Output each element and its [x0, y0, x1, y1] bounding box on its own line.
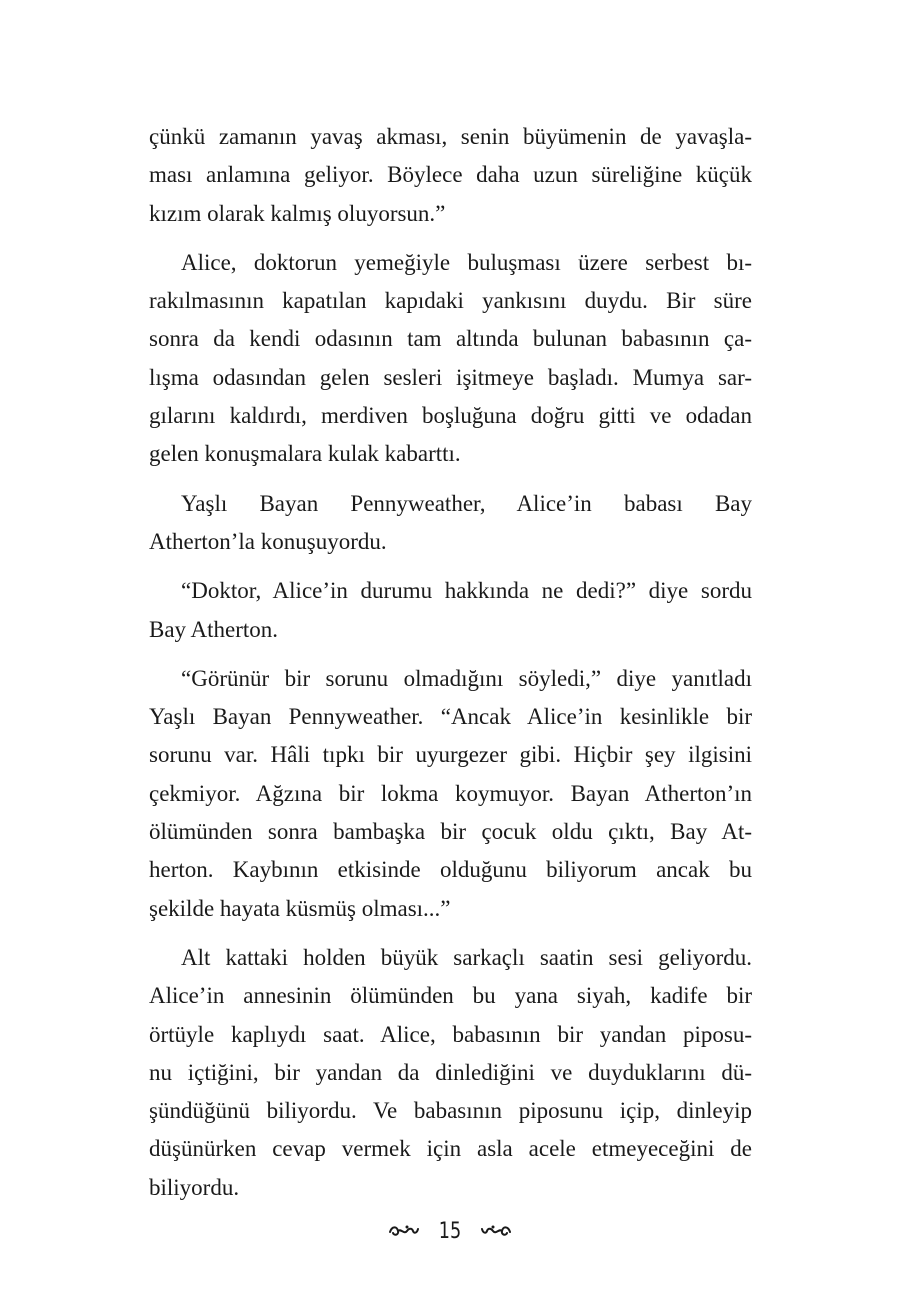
page-footer: [0, 1216, 900, 1246]
text-line: gelen konuşmalara kulak kabarttı.: [149, 441, 461, 467]
text-line: sorunu var. Hâli tıpkı bir uyurgezer gibi. Hiçbir şey ilgisini: [149, 742, 752, 768]
text-line: Alice, doktorun yemeğiyle buluşması üzere serbest bı-: [181, 249, 752, 275]
text-line: örtüyle kaplıydı saat. Alice, babasının bir yandan piposu-: [149, 1021, 752, 1047]
text-line: kızım olarak kalmış oluyorsun.”: [149, 200, 446, 226]
text-line: gılarını kaldırdı, merdiven boşluğuna doğru gitti ve odadan: [149, 403, 752, 429]
floral-ornament-right-icon: [480, 1223, 512, 1239]
text-line: Yaşlı Bayan Pennyweather. “Ancak Alice’in kesinlikle bir: [149, 704, 752, 730]
text-line: rakılmasının kapatılan kapıdaki yankısını duydu. Bir süre: [149, 288, 752, 314]
text-line: lışma odasından gelen sesleri işitmeye başladı. Mumya sar-: [149, 364, 752, 390]
book-page-body: [149, 118, 752, 1218]
text-line: şekilde hayata küsmüş olması...”: [149, 895, 451, 921]
text-line: herton. Kaybının etkisinde olduğunu biliyorum ancak bu: [149, 857, 752, 883]
text-line: ölümünden sonra bambaşka bir çocuk oldu çıktı, Bay At-: [149, 819, 752, 845]
text-line: çünkü zamanın yavaş akması, senin büyümenin de yavaşla-: [149, 124, 752, 149]
text-line: sonra da kendi odasının tam altında bulunan babasının ça-: [149, 326, 752, 352]
paragraph-1: [149, 118, 752, 233]
text-line: Yaşlı Bayan Pennyweather, Alice’in babası Bay: [181, 490, 752, 516]
text-line: “Doktor, Alice’in durumu hakkında ne dedi?” diye sordu: [181, 578, 752, 604]
text-line: Bay Atherton.: [149, 616, 279, 642]
text-line: Atherton’la konuşuyordu.: [149, 528, 387, 554]
text-line: Alice’in annesinin ölümünden bu yana siyah, kadife bir: [149, 983, 752, 1009]
paragraph-5: [149, 660, 752, 928]
text-line: ması anlamına geliyor. Böylece daha uzun süreliğine küçük: [149, 162, 752, 188]
floral-ornament-left-icon: [388, 1223, 420, 1239]
paragraph-4: [149, 572, 752, 649]
text-line: Alt kattaki holden büyük sarkaçlı saatin sesi geliyordu.: [181, 944, 752, 970]
paragraph-2: [149, 244, 752, 474]
text-line: biliyordu.: [149, 1174, 240, 1200]
page-number: 15: [438, 1218, 462, 1244]
text-line: düşünürken cevap vermek için asla acele etmeyeceğini de: [149, 1136, 752, 1162]
text-line: çekmiyor. Ağzına bir lokma koymuyor. Bayan Atherton’ın: [149, 780, 752, 806]
text-line: “Görünür bir sorunu olmadığını söyledi,” diye yanıtladı: [181, 665, 752, 691]
paragraph-6: [149, 939, 752, 1207]
paragraph-3: [149, 485, 752, 562]
text-line: nu içtiğini, bir yandan da dinlediğini ve duyduklarını dü-: [149, 1059, 752, 1085]
text-line: şündüğünü biliyordu. Ve babasının piposunu içip, dinleyip: [149, 1098, 752, 1124]
